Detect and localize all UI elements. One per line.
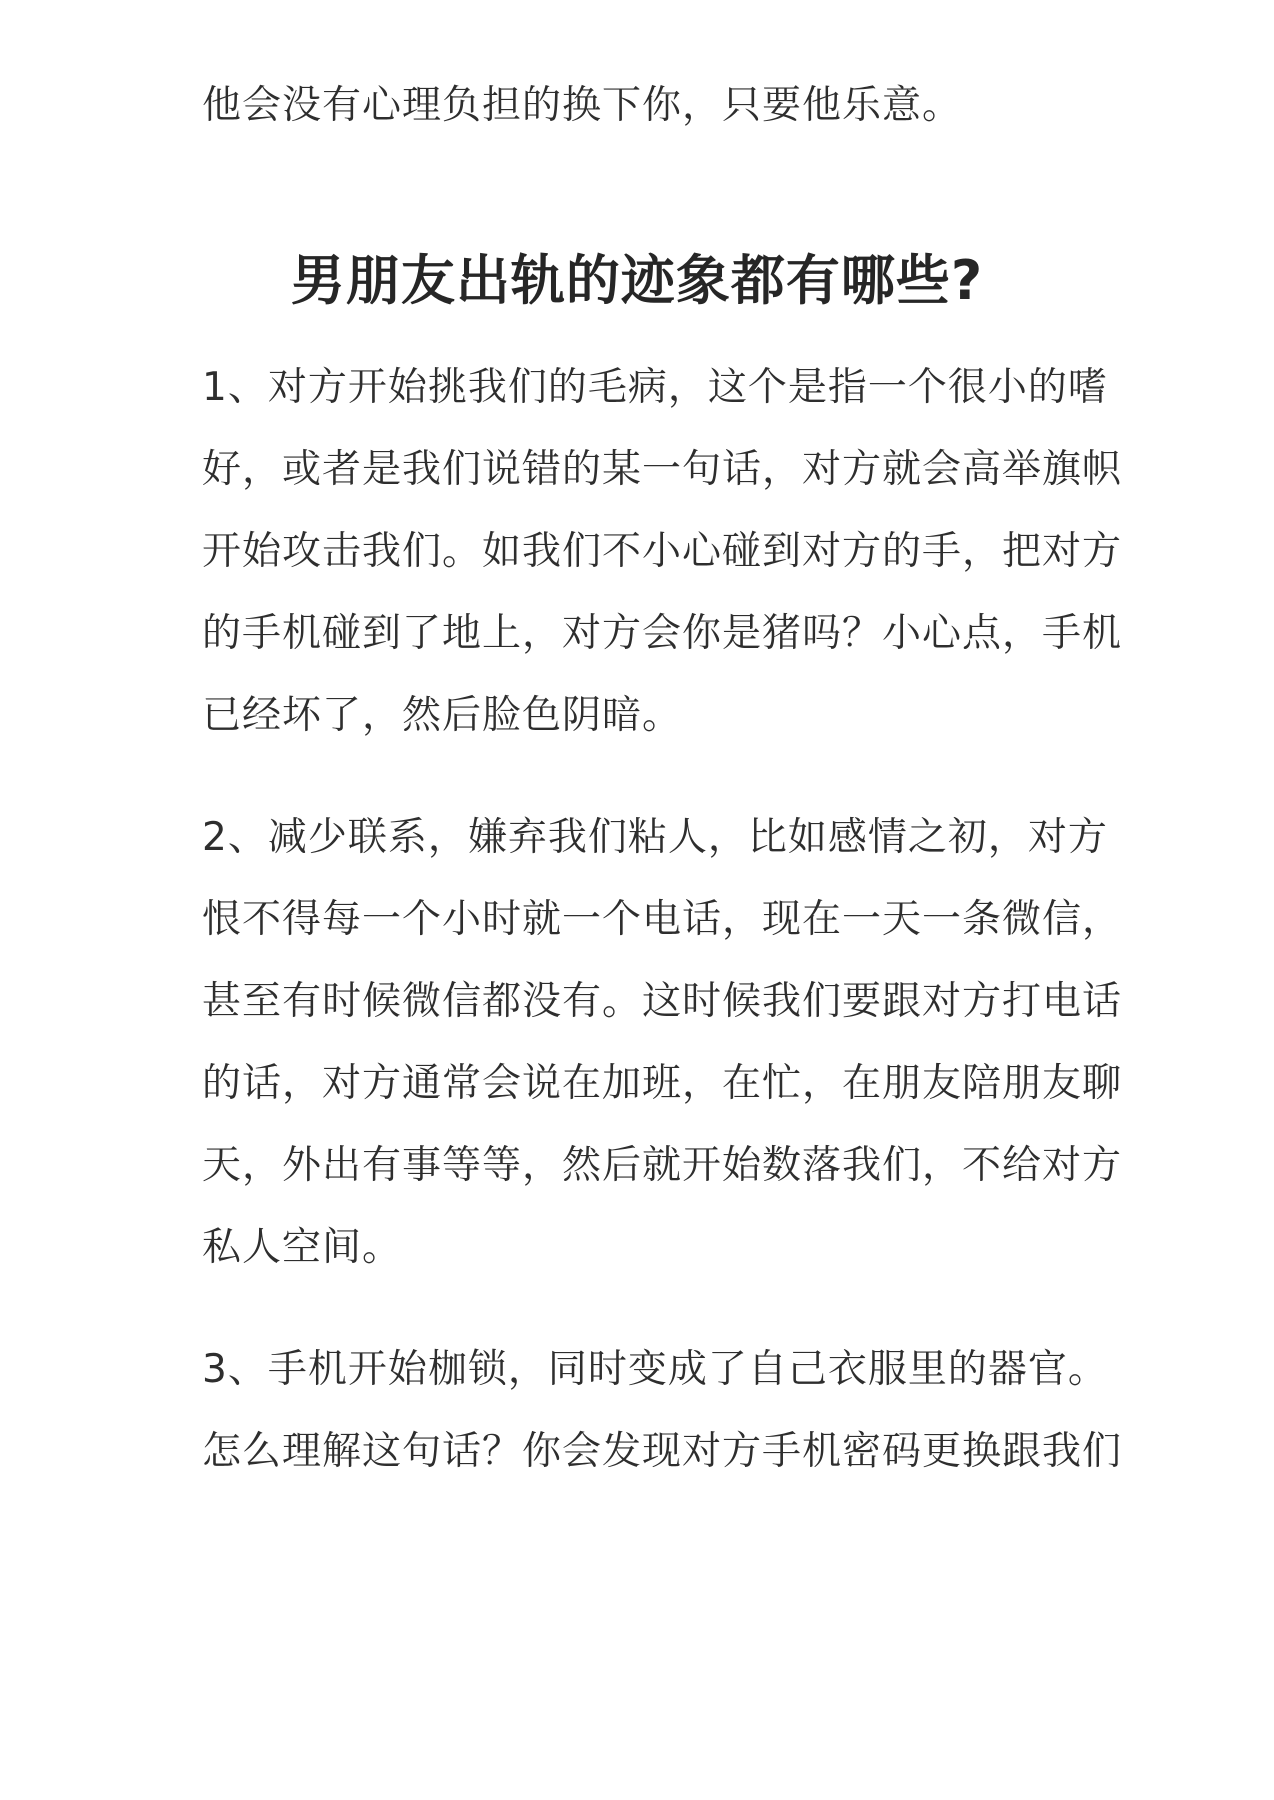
section-1-line-1: 1、对方开始挑我们的毛病，这个是指一个很小的嗜 <box>202 365 1108 410</box>
section-1-line-3: 开始攻击我们。如我们不小心碰到对方的手，把对方 <box>202 529 1123 574</box>
section-2-line-1: 2、减少联系，嫌弃我们粘人，比如感情之初，对方 <box>202 815 1108 860</box>
section-1-line-5: 已经坏了，然后脸色阴暗。 <box>202 693 683 738</box>
article-heading: 男朋友出轨的迹象都有哪些? <box>290 249 984 312</box>
intro-line: 他会没有心理负担的换下你，只要他乐意。 <box>202 83 963 128</box>
section-1-line-4: 的手机碰到了地上，对方会你是猪吗？小心点，手机 <box>202 611 1123 656</box>
section-2-line-6: 私人空间。 <box>202 1225 403 1270</box>
section-2-line-5: 天，外出有事等等，然后就开始数落我们，不给对方 <box>202 1143 1123 1188</box>
section-3-line-1: 3、手机开始枷锁，同时变成了自己衣服里的器官。 <box>202 1347 1108 1392</box>
section-3-line-2: 怎么理解这句话？你会发现对方手机密码更换跟我们 <box>202 1429 1123 1474</box>
section-1-line-2: 好，或者是我们说错的某一句话，对方就会高举旗帜 <box>202 447 1123 492</box>
section-2-line-2: 恨不得每一个小时就一个电话，现在一天一条微信， <box>202 897 1123 942</box>
section-2-line-4: 的话，对方通常会说在加班，在忙，在朋友陪朋友聊 <box>202 1061 1123 1106</box>
section-2-line-3: 甚至有时候微信都没有。这时候我们要跟对方打电话 <box>202 979 1123 1024</box>
